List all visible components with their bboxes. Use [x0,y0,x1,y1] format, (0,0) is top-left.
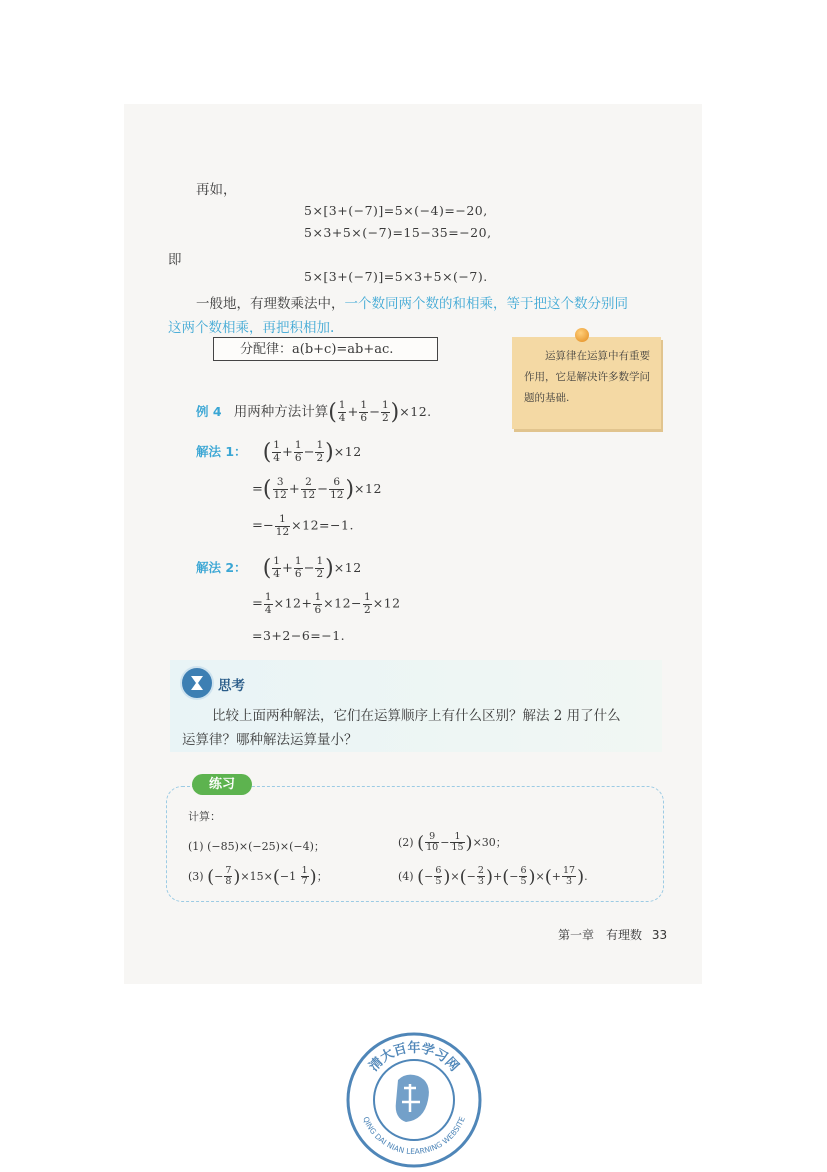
fraction: $\frac{1}{2}$ [381,399,389,424]
method-1-line-2: =( $\frac{3}{12}$ + $\frac{2}{12}$ − $\frac{6}{12}$ )×12 [252,476,382,502]
fraction: $\frac{1}{6}$ [294,439,302,464]
fraction: $\frac{6}{5}$ [435,865,442,888]
pin-icon [575,328,589,342]
equation-3: 5×[3+(−7)]=5×3+5×(−7). [304,269,488,284]
fraction: $\frac{1}{4}$ [338,399,346,424]
website-seal-stamp [346,1032,482,1168]
fraction: $\frac{1}{4}$ [273,439,280,464]
distributive-law-box: 分配律：a(b+c)=ab+ac. [213,337,438,361]
example-label: 例 4 [196,404,222,419]
fraction: $\frac{1}{12}$ [275,513,290,538]
fraction: $\frac{17}{3}$ [562,865,576,888]
fraction: $\frac{2}{12}$ [301,476,316,501]
general-blue-2: 这两个数相乘，再把积相加. [168,320,335,336]
fraction: $\frac{1}{2}$ [316,555,324,580]
method-2-label: 解法 2： [196,560,247,575]
practice-q4: (4) (− $\frac{6}{5}$ )×(− $\frac{2}{3}$ )+(− $\frac{6}{5}$ )×(+ $\frac{17}{3}$ ). [398,865,588,888]
think-title: 思考 [218,678,245,694]
fraction: $\frac{9}{10}$ [426,831,439,854]
fraction: $\frac{3}{12}$ [273,476,287,501]
equation-1: 5×[3+(−7)]=5×(−4)=−20, [304,203,488,218]
ji-text: 即 [168,252,182,268]
practice-heading: 计算： [188,810,221,823]
think-line-2: 运算律？哪种解法运算量小？ [182,732,358,748]
fraction: $\frac{1}{2}$ [316,439,324,464]
fraction: $\frac{6}{12}$ [330,476,344,501]
fraction: $\frac{1}{6}$ [314,591,322,616]
general-prefix: 一般地，有理数乘法中， [196,296,345,312]
fraction: $\frac{1}{2}$ [364,591,371,616]
fraction: $\frac{6}{5}$ [520,865,527,888]
fraction: $\frac{1}{6}$ [294,555,302,580]
method-1-line-3: =− $\frac{1}{12}$ ×12=−1. [252,513,354,538]
general-blue-1: 一个数同两个数的和相乘，等于把这个数分别同 [344,296,628,312]
sticky-note: 运算律在运算中有重要作用，它是解决许多数学问题的基础. [512,337,661,429]
fraction: $\frac{1}{7}$ [301,865,308,888]
page-footer [558,926,667,943]
practice-q3: (3) (− $\frac{7}{8}$ )×15×(−1 $\frac{1}{7}$ )； [188,865,328,888]
equation-2: 5×3+5×(−7)=15−35=−20, [304,225,492,240]
fraction: $\frac{7}{8}$ [225,865,232,888]
method-2-line-2: = $\frac{1}{4}$ ×12+ $\frac{1}{6}$ ×12− $\frac{1}{2}$ ×12 [252,591,401,616]
method-1-label: 解法 1： [196,444,247,459]
method-2-line-1: 解法 2： ( $\frac{1}{4}$ + $\frac{1}{6}$ − $\frac{1}{2}$ )×12 [196,555,362,581]
example-4: 例 4 用两种方法计算( $\frac{1}{4}$ + $\frac{1}{6}$ − $\frac{1}{2}$ )×12. [196,399,432,425]
practice-tab: 练习 [192,774,252,795]
practice-q2: (2) ( $\frac{9}{10}$ − $\frac{1}{15}$ )×30； [398,831,507,854]
page-number: 33 [651,928,668,942]
fraction: $\frac{1}{4}$ [273,555,280,580]
method-1-line-1: 解法 1： ( $\frac{1}{4}$ + $\frac{1}{6}$ − $\frac{1}{2}$ )×12 [196,439,362,465]
fraction: $\frac{1}{15}$ [451,831,464,854]
svg-text:清大百年学习网: 清大百年学习网 [366,1041,462,1075]
fraction: $\frac{1}{6}$ [360,399,368,424]
fraction: $\frac{1}{4}$ [264,591,272,616]
chapter-label: 第一章 有理数 [558,928,643,942]
svg-text:QING DAI NIAN LEARNING WEBSITE: QING DAI NIAN LEARNING WEBSITE [361,1115,467,1157]
intro-text: 再如， [196,182,237,198]
think-line-1: 比较上面两种解法，它们在运算顺序上有什么区别？解法 2 用了什么 [212,708,621,724]
method-2-line-3: =3+2−6=−1. [252,628,346,643]
practice-q1: (1) (−85)×(−25)×(−4)； [188,840,325,853]
fraction: $\frac{2}{3}$ [477,865,484,888]
general-statement [196,292,628,312]
example-prompt: 用两种方法计算 [233,404,329,420]
thinking-icon [180,666,214,700]
